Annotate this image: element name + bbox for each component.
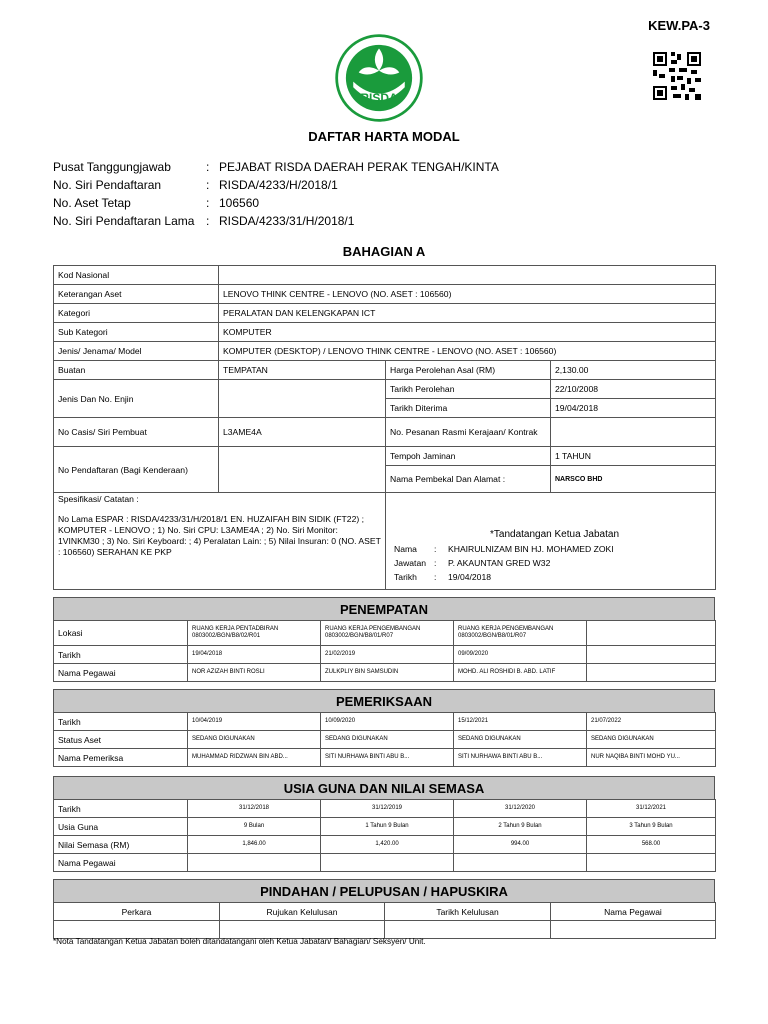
usia-guna-title: USIA GUNA DAN NILAI SEMASA <box>53 776 715 800</box>
tarikh-value: 19/04/2018 <box>448 572 492 582</box>
field-label: No Casis/ Siri Pembuat <box>54 418 219 447</box>
pemeriksa-cell: MUHAMMAD RIDZWAN BIN ABD... <box>188 749 321 767</box>
field-value: 22/10/2008 <box>551 380 716 399</box>
pindahan-section <box>53 879 715 939</box>
usia-guna-section <box>53 776 715 872</box>
document-title: DAFTAR HARTA MODAL <box>308 129 460 144</box>
row-label: Tarikh <box>54 713 188 731</box>
empty-cell <box>54 921 220 939</box>
tarikh-cell: 15/12/2021 <box>454 713 587 731</box>
section-a-table <box>53 265 716 590</box>
section-a-title: BAHAGIAN A <box>342 244 426 259</box>
field-value: 2,130.00 <box>551 361 716 380</box>
pegawai-cell <box>454 854 587 872</box>
status-cell: SEDANG DIGUNAKAN <box>454 731 587 749</box>
svg-text:RISDA: RISDA <box>360 90 398 105</box>
pegawai-cell: MOHD. ALI ROSHIDI B. ABD. LATIF <box>454 664 587 682</box>
tarikh-cell: 31/12/2018 <box>188 800 321 818</box>
tarikh-cell: 21/02/2019 <box>321 646 454 664</box>
info-label: No. Siri Pendaftaran Lama <box>53 214 195 228</box>
empty-cell <box>385 921 551 939</box>
pemeriksaan-table <box>53 712 716 767</box>
info-value: RISDA/4233/31/H/2018/1 <box>219 214 355 228</box>
field-value: KOMPUTER (DESKTOP) / LENOVO THINK CENTRE - LENOVO (NO. ASET : 106560) <box>219 342 716 361</box>
usia-cell: 3 Tahun 9 Bulan <box>587 818 716 836</box>
row-label: Status Aset <box>54 731 188 749</box>
field-label: Tempoh Jaminan <box>386 447 551 466</box>
column-header: Perkara <box>54 903 220 921</box>
jawatan-label: Jawatan <box>394 558 427 568</box>
nilai-cell: 994.00 <box>454 836 587 854</box>
form-code: KEW.PA-3 <box>648 18 710 33</box>
field-value: NARSCO BHD <box>551 466 716 493</box>
tarikh-cell: 10/09/2020 <box>321 713 454 731</box>
lokasi-cell: RUANG KERJA PENGEMBANGAN 0803002/BGN/B8/01/R07 <box>454 621 587 646</box>
info-value: 106560 <box>219 196 260 210</box>
field-label: Kategori <box>54 304 219 323</box>
spesifikasi-label: Spesifikasi/ Catatan : <box>58 494 139 504</box>
pindahan-title: PINDAHAN / PELUPUSAN / HAPUSKIRA <box>53 879 715 903</box>
row-label: Usia Guna <box>54 818 188 836</box>
pemeriksa-cell: SITI NURHAWA BINTI ABU B... <box>454 749 587 767</box>
field-value <box>219 380 386 418</box>
field-value: PERALATAN DAN KELENGKAPAN ICT <box>219 304 716 323</box>
tarikh-label: Tarikh <box>394 572 417 582</box>
field-value <box>551 418 716 447</box>
nilai-cell: 1,420.00 <box>321 836 454 854</box>
column-header: Rujukan Kelulusan <box>220 903 385 921</box>
tarikh-cell: 21/07/2022 <box>587 713 716 731</box>
usia-cell: 9 Bulan <box>188 818 321 836</box>
risda-logo-icon <box>333 32 425 124</box>
pemeriksa-cell: SITI NURHAWA BINTI ABU B... <box>321 749 454 767</box>
column-header: Tarikh Kelulusan <box>385 903 551 921</box>
spesifikasi-cell <box>54 493 386 590</box>
info-value: PEJABAT RISDA DAERAH PERAK TENGAH/KINTA <box>219 160 499 174</box>
field-label: No Pendaftaran (Bagi Kenderaan) <box>54 447 219 493</box>
tarikh-cell: 31/12/2020 <box>454 800 587 818</box>
pegawai-cell <box>188 854 321 872</box>
signature-title: *Tandatangan Ketua Jabatan <box>490 529 619 540</box>
empty-cell <box>220 921 385 939</box>
lokasi-cell <box>587 621 716 646</box>
pegawai-cell <box>587 664 716 682</box>
info-block: Pusat Tanggungjawab : PEJABAT RISDA DAERAH PERAK TENGAH/KINTA No. Siri Pendaftaran : RISDA/4233/H/2018/1 No. Aset Tetap : 106560 No. Siri Pendaftaran Lama : RISDA/4233/31/H/2018/1 <box>53 160 499 228</box>
field-value <box>219 447 386 493</box>
penempatan-title: PENEMPATAN <box>53 597 715 621</box>
row-label: Tarikh <box>54 800 188 818</box>
lokasi-cell: RUANG KERJA PENGEMBANGAN 0803002/BGN/B8/01/R07 <box>321 621 454 646</box>
field-value: TEMPATAN <box>219 361 386 380</box>
pemeriksaan-title: PEMERIKSAAN <box>53 689 715 713</box>
row-label: Nama Pegawai <box>54 664 188 682</box>
row-label: Tarikh <box>54 646 188 664</box>
field-label: Buatan <box>54 361 219 380</box>
tarikh-cell: 31/12/2021 <box>587 800 716 818</box>
pindahan-table <box>53 902 716 939</box>
field-label: No. Pesanan Rasmi Kerajaan/ Kontrak <box>386 418 551 447</box>
field-label: Harga Perolehan Asal (RM) <box>386 361 551 380</box>
pegawai-cell: ZULKPLIY BIN SAMSUDIN <box>321 664 454 682</box>
nilai-cell: 1,846.00 <box>188 836 321 854</box>
field-label: Tarikh Diterima <box>386 399 551 418</box>
usia-cell: 1 Tahun 9 Bulan <box>321 818 454 836</box>
lokasi-cell: RUANG KERJA PENTADBIRAN 0803002/BGN/B8/02/R01 <box>188 621 321 646</box>
pemeriksaan-section <box>53 689 715 767</box>
field-value: L3AME4A <box>219 418 386 447</box>
tarikh-cell: 10/04/2019 <box>188 713 321 731</box>
column-header: Nama Pegawai <box>551 903 716 921</box>
info-label: No. Siri Pendaftaran <box>53 178 162 192</box>
pegawai-cell: NOR AZIZAH BINTI ROSLI <box>188 664 321 682</box>
field-value: KOMPUTER <box>219 323 716 342</box>
usia-cell: 2 Tahun 9 Bulan <box>454 818 587 836</box>
field-value <box>219 266 716 285</box>
spesifikasi-text: No Lama ESPAR : RISDA/4233/31/H/2018/1 EN. HUZAIFAH BIN SIDIK (FT22) ; KOMPUTER - LENOVO ; 1) No. Siri CPU: L3AME4A ; 2) No. Siri Monitor: 1VINKM30 ; 3) No. Siri Keyboard: ; 4) Peralatan Lain: ; 5) Nilai Insuran: 0 (NO. ASET : 106560) SERAHAN KE PKP <box>58 514 381 557</box>
penempatan-table <box>53 620 716 682</box>
info-value: RISDA/4233/H/2018/1 <box>219 178 338 192</box>
tarikh-cell: 31/12/2019 <box>321 800 454 818</box>
signature-cell: *Tandatangan Ketua Jabatan Nama : KHAIRULNIZAM BIN HJ. MOHAMED ZOKI Jawatan : P. AKAUNTAN GRED W32 Tarikh : 19/04/2018 <box>386 493 716 590</box>
field-label: Kod Nasional <box>54 266 219 285</box>
field-label: Jenis Dan No. Enjin <box>54 380 219 418</box>
field-value: LENOVO THINK CENTRE - LENOVO (NO. ASET : 106560) <box>219 285 716 304</box>
row-label: Nama Pemeriksa <box>54 749 188 767</box>
field-value: 19/04/2018 <box>551 399 716 418</box>
field-value: 1 TAHUN <box>551 447 716 466</box>
field-label: Nama Pembekal Dan Alamat : <box>386 466 551 493</box>
field-label: Sub Kategori <box>54 323 219 342</box>
info-label: No. Aset Tetap <box>53 196 131 210</box>
tarikh-cell <box>587 646 716 664</box>
nama-value: KHAIRULNIZAM BIN HJ. MOHAMED ZOKI <box>448 544 614 554</box>
field-label: Jenis/ Jenama/ Model <box>54 342 219 361</box>
nama-label: Nama <box>394 544 417 554</box>
pegawai-cell <box>587 854 716 872</box>
pegawai-cell <box>321 854 454 872</box>
row-label: Nama Pegawai <box>54 854 188 872</box>
usia-guna-table <box>53 799 716 872</box>
tarikh-cell: 19/04/2018 <box>188 646 321 664</box>
row-label: Lokasi <box>54 621 188 646</box>
field-label: Tarikh Perolehan <box>386 380 551 399</box>
qr-code-icon <box>653 52 701 100</box>
pemeriksa-cell: NUR NAQIBA BINTI MOHD YU... <box>587 749 716 767</box>
empty-cell <box>551 921 716 939</box>
tarikh-cell: 09/09/2020 <box>454 646 587 664</box>
nilai-cell: 568.00 <box>587 836 716 854</box>
status-cell: SEDANG DIGUNAKAN <box>188 731 321 749</box>
footnote: *Nota Tandatangan Ketua Jabatan boleh ditandatangani oleh Ketua Jabatan/ Bahagian/ Seksyen/ Unit. <box>53 937 426 946</box>
status-cell: SEDANG DIGUNAKAN <box>587 731 716 749</box>
jawatan-value: P. AKAUNTAN GRED W32 <box>448 558 551 568</box>
status-cell: SEDANG DIGUNAKAN <box>321 731 454 749</box>
info-label: Pusat Tanggungjawab <box>53 160 171 174</box>
penempatan-section <box>53 597 715 682</box>
row-label: Nilai Semasa (RM) <box>54 836 188 854</box>
field-label: Keterangan Aset <box>54 285 219 304</box>
